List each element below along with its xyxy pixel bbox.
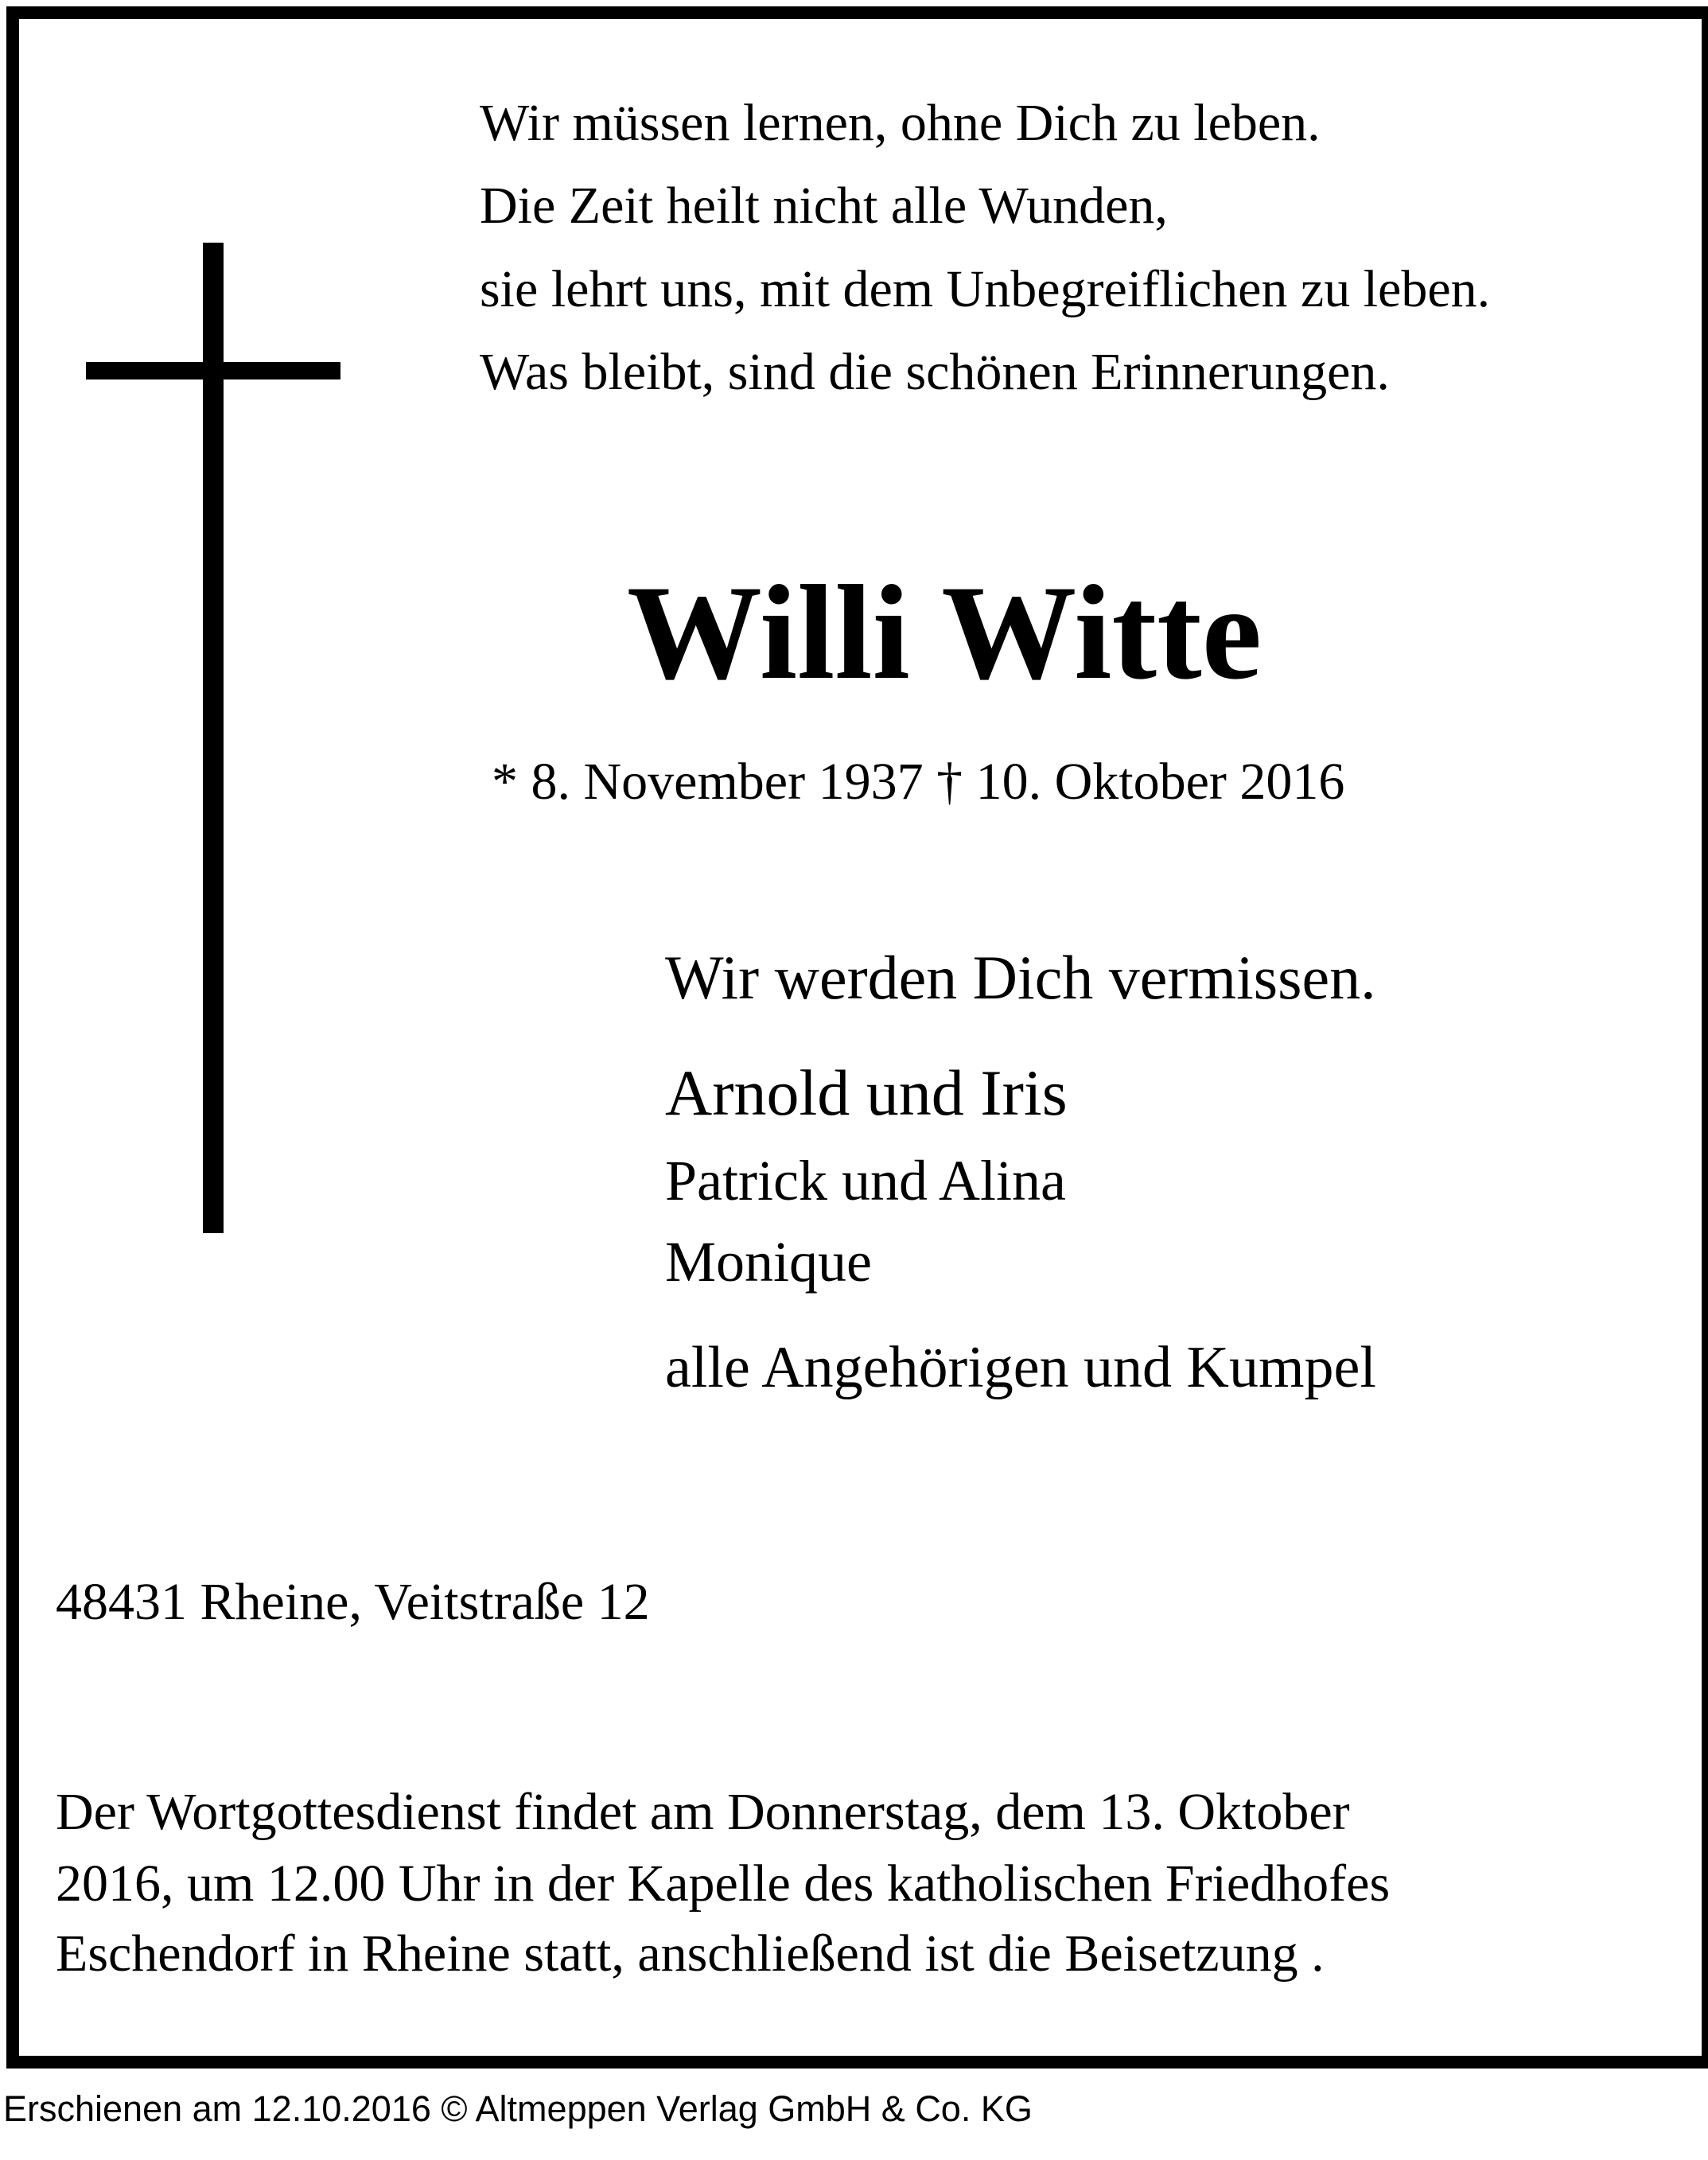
life-dates: * 8. November 1937 † 10. Oktober 2016 <box>492 753 1345 811</box>
service-line-2: 2016, um 12.00 Uhr in der Kapelle des katholischen Friedhofes <box>56 1854 1391 1913</box>
miss-line: Wir werden Dich vermissen. <box>665 943 1376 1012</box>
service-line-3: Eschendorf in Rheine statt, anschließend ist die Beisetzung . <box>56 1925 1325 1983</box>
family-line-1: Patrick und Alina <box>665 1149 1066 1212</box>
relatives-line: alle Angehörigen und Kumpel <box>665 1335 1376 1400</box>
publication-footer: Erschienen am 12.10.2016 © Altmeppen Verlag GmbH & Co. KG <box>3 2088 1033 2129</box>
poem-line-4: Was bleibt, sind die schönen Erinnerungen. <box>480 343 1390 401</box>
family-line-2: Monique <box>665 1230 872 1294</box>
deceased-name: Willi Witte <box>627 558 1263 707</box>
cross-horizontal-bar <box>86 362 340 379</box>
poem-line-3: sie lehrt uns, mit dem Unbegreiflichen zu leben. <box>480 260 1491 318</box>
service-line-1: Der Wortgottesdienst findet am Donnerstag, dem 13. Oktober <box>56 1783 1350 1841</box>
poem-line-1: Wir müssen lernen, ohne Dich zu leben. <box>480 94 1321 152</box>
poem-line-2: Die Zeit heilt nicht alle Wunden, <box>480 177 1168 235</box>
cross-vertical-bar <box>203 243 224 1233</box>
address: 48431 Rheine, Veitstraße 12 <box>56 1573 650 1631</box>
family-main: Arnold und Iris <box>665 1057 1068 1129</box>
